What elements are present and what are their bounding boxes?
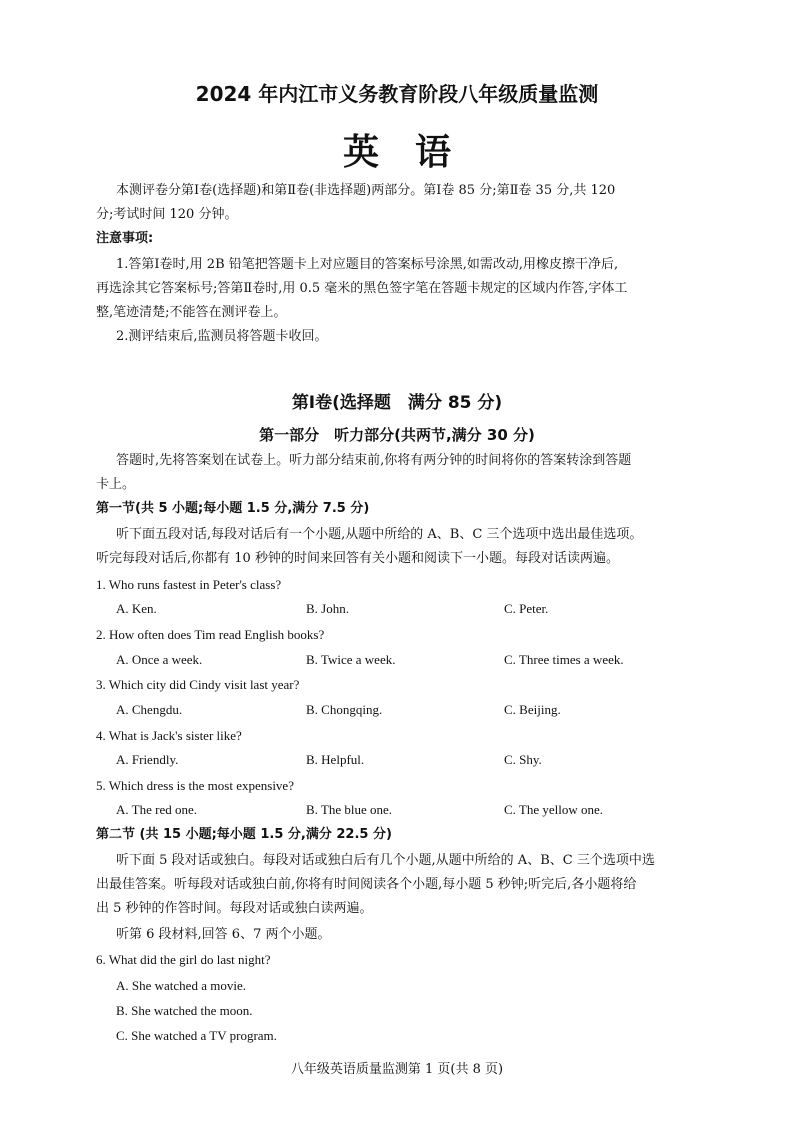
sub-1-desc-line-1: 听下面五段对话,每段对话后有一个小题,从题中所给的 A、B、C 三个选项中选出最佳选项。 bbox=[116, 527, 643, 542]
question-1-option-c: C. Peter. bbox=[504, 601, 549, 616]
question-1: 1. Who runs fastest in Peter's class? bbox=[96, 577, 282, 592]
part-1-desc-line-1: 答题时,先将答案划在试卷上。听力部分结束前,你将有两分钟的时间将你的答案转涂到答题 bbox=[116, 453, 632, 468]
question-5-option-c: C. The yellow one. bbox=[504, 802, 604, 817]
sub-2-heading: 第二节 (共 15 小题;每小题 1.5 分,满分 22.5 分) bbox=[96, 827, 392, 842]
question-6: 6. What did the girl do last night? bbox=[96, 952, 271, 967]
question-4-option-c: C. Shy. bbox=[504, 752, 542, 767]
exam-title: 2024 年内江市义务教育阶段八年级质量监测 bbox=[195, 82, 599, 106]
sub-1-heading: 第一节(共 5 小题;每小题 1.5 分,满分 7.5 分) bbox=[96, 501, 370, 516]
notes-label: 注意事项: bbox=[96, 231, 154, 246]
question-5-option-b: B. The blue one. bbox=[306, 802, 393, 817]
sub-2-desc-line-2: 出最佳答案。听每段对话或独白前,你将有时间阅读各个小题,每小题 5 秒钟;听完后,各小题将给 bbox=[96, 877, 637, 892]
question-2-option-c: C. Three times a week. bbox=[504, 652, 624, 667]
subject-title: 英语 bbox=[342, 132, 487, 173]
question-4-option-b: B. Helpful. bbox=[306, 752, 365, 767]
question-6-option-c: C. She watched a TV program. bbox=[116, 1028, 277, 1043]
page-footer: 八年级英语质量监测第 1 页(共 8 页) bbox=[290, 1062, 504, 1077]
question-3-option-c: C. Beijing. bbox=[504, 702, 561, 717]
sub-1-desc-line-2: 听完每段对话后,你都有 10 秒钟的时间来回答有关小题和阅读下一小题。每段对话读两遍。 bbox=[96, 551, 619, 566]
sub-2-desc-line-3: 出 5 秒钟的作答时间。每段对话或独白读两遍。 bbox=[96, 901, 373, 916]
question-2-option-b: B. Twice a week. bbox=[306, 652, 396, 667]
question-1-option-a: A. Ken. bbox=[116, 601, 157, 616]
question-2-option-a: A. Once a week. bbox=[116, 652, 203, 667]
question-2: 2. How often does Tim read English books? bbox=[96, 627, 325, 642]
question-3-option-a: A. Chengdu. bbox=[116, 702, 183, 717]
question-6-option-b: B. She watched the moon. bbox=[116, 1003, 253, 1018]
note-1-line-1: 1.答第Ⅰ卷时,用 2B 铅笔把答题卡上对应题目的答案标号涂黑,如需改动,用橡皮擦干净后, bbox=[116, 257, 619, 272]
note-1-line-3: 整,笔迹清楚;不能答在测评卷上。 bbox=[96, 305, 287, 320]
question-5: 5. Which dress is the most expensive? bbox=[96, 778, 294, 793]
question-6-option-a: A. She watched a movie. bbox=[116, 978, 246, 993]
question-3-option-b: B. Chongqing. bbox=[306, 702, 383, 717]
question-5-option-a: A. The red one. bbox=[116, 802, 197, 817]
question-3: 3. Which city did Cindy visit last year? bbox=[96, 677, 300, 692]
intro-line-2: 分;考试时间 120 分钟。 bbox=[96, 207, 238, 222]
question-4: 4. What is Jack's sister like? bbox=[96, 728, 242, 743]
material-6-instruction: 听第 6 段材料,回答 6、7 两个小题。 bbox=[116, 927, 331, 942]
question-1-option-b: B. John. bbox=[306, 601, 349, 616]
sub-2-desc-line-1: 听下面 5 段对话或独白。每段对话或独白后有几个小题,从题中所给的 A、B、C 三个选项中选 bbox=[116, 853, 655, 868]
part-1-title: 第一部分 听力部分(共两节,满分 30 分) bbox=[259, 426, 535, 444]
note-2: 2.测评结束后,监测员将答题卡收回。 bbox=[116, 329, 328, 344]
intro-line-1: 本测评卷分第Ⅰ卷(选择题)和第Ⅱ卷(非选择题)两部分。第Ⅰ卷 85 分;第Ⅱ卷 35 分,共 120 bbox=[116, 183, 616, 198]
note-1-line-2: 再选涂其它答案标号;答第Ⅱ卷时,用 0.5 毫米的黑色签字笔在答题卡规定的区域内作答,字体工 bbox=[96, 281, 628, 296]
question-4-option-a: A. Friendly. bbox=[116, 752, 179, 767]
section-1-title: 第Ⅰ卷(选择题 满分 85 分) bbox=[291, 393, 503, 413]
part-1-desc-line-2: 卡上。 bbox=[96, 477, 136, 492]
